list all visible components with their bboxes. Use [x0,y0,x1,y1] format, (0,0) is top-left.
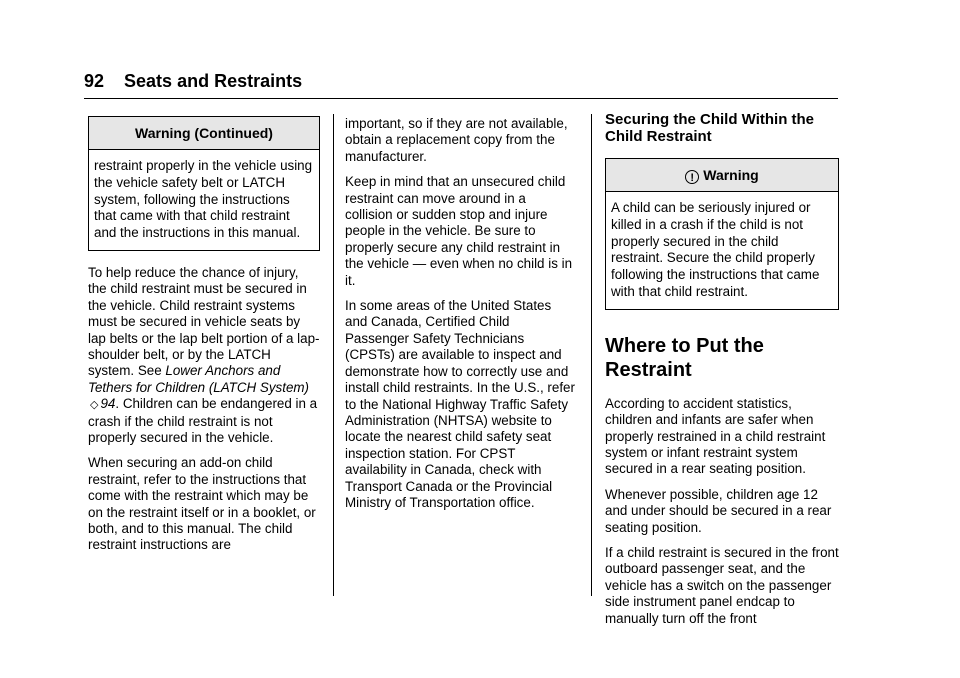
column-1 [88,116,320,563]
warning-circle-icon: ! [685,170,699,184]
latch-link[interactable]: Lower Anchors and Tethers for Children (LATCH System) [88,363,310,395]
header-rule [84,98,838,99]
warning-continued-box [88,116,320,251]
page-reference-icon: ◇ [90,399,99,412]
paragraph: In some areas of the United States and Canada, Certified Child Passenger Safety Technicians (CPSTs) are available to inspect and demonstrate how to correctly use and install child restraints. In the U.S., refer to the National Highway Traffic Safety Administration (NHTSA) website to locate the nearest child safety seat inspection station. For CPST availability in Canada, check with Transport Canada or the Provincial Ministry of Transportation office. [345,298,575,510]
warning-title: Warning [703,167,759,183]
section-heading: Securing the Child Within the Child Restraint [605,111,815,145]
paragraph: important, so if they are not available, obtain a replacement copy from the manufacturer. [345,116,568,164]
main-heading: Where to Put the Restraint [605,334,764,381]
paragraph: Keep in mind that an unsecured child restraint can move around in a collision or sudden stop and injure people in the vehicle. Be sure to properly secure any child restraint in the vehicle — even when no child is in it. [345,174,573,288]
warning-continued-body: restraint properly in the vehicle using the vehicle safety belt or LATCH system, following the instructions that came with that child restraint and the instructions in this manual. [94,158,313,241]
column-divider-1 [333,114,334,596]
column-divider-2 [591,114,592,596]
warning-box [605,158,839,310]
section-title: Seats and Restraints [124,71,303,91]
warning-continued-title: Warning (Continued) [89,117,319,150]
page-ref[interactable]: 94 [100,396,116,412]
page-header [84,70,838,92]
column-2 [345,116,577,520]
paragraph: According to accident statistics, children and infants are safer when properly restrained in a child restraint system or infant restraint system secured in a rear seating position. [605,395,826,477]
paragraph: When securing an add-on child restraint, refer to the instructions that come with the restraint which may be on the restraint itself or in a booklet, or both, and to this manual. The child restraint instructions are [88,455,316,553]
column-3 [605,111,839,636]
paragraph: To help reduce the chance of injury, the child restraint must be secured in the vehicle. Child restraint systems must be secured in vehicle seats by lap belts or the lap belt portion of a lap-shoulder belt, or by the LATCH system. See Lower Anchors and Tethers for Children (LATCH System) ◇ 94. Children can be endangered in a crash if the child restraint is not properly secured in the vehicle. [88,264,320,446]
warning-body: A child can be seriously injured or killed in a crash if the child is not properly secured in the child restraint. Secure the child properly following the instructions that came with that child restraint. [611,200,820,299]
page-number: 92 [84,71,105,91]
paragraph: If a child restraint is secured in the front outboard passenger seat, and the vehicle has a switch on the passenger side instrument panel endcap to manually turn off the front [605,545,839,626]
paragraph: Whenever possible, children age 12 and under should be secured in a rear seating position. [605,486,832,535]
